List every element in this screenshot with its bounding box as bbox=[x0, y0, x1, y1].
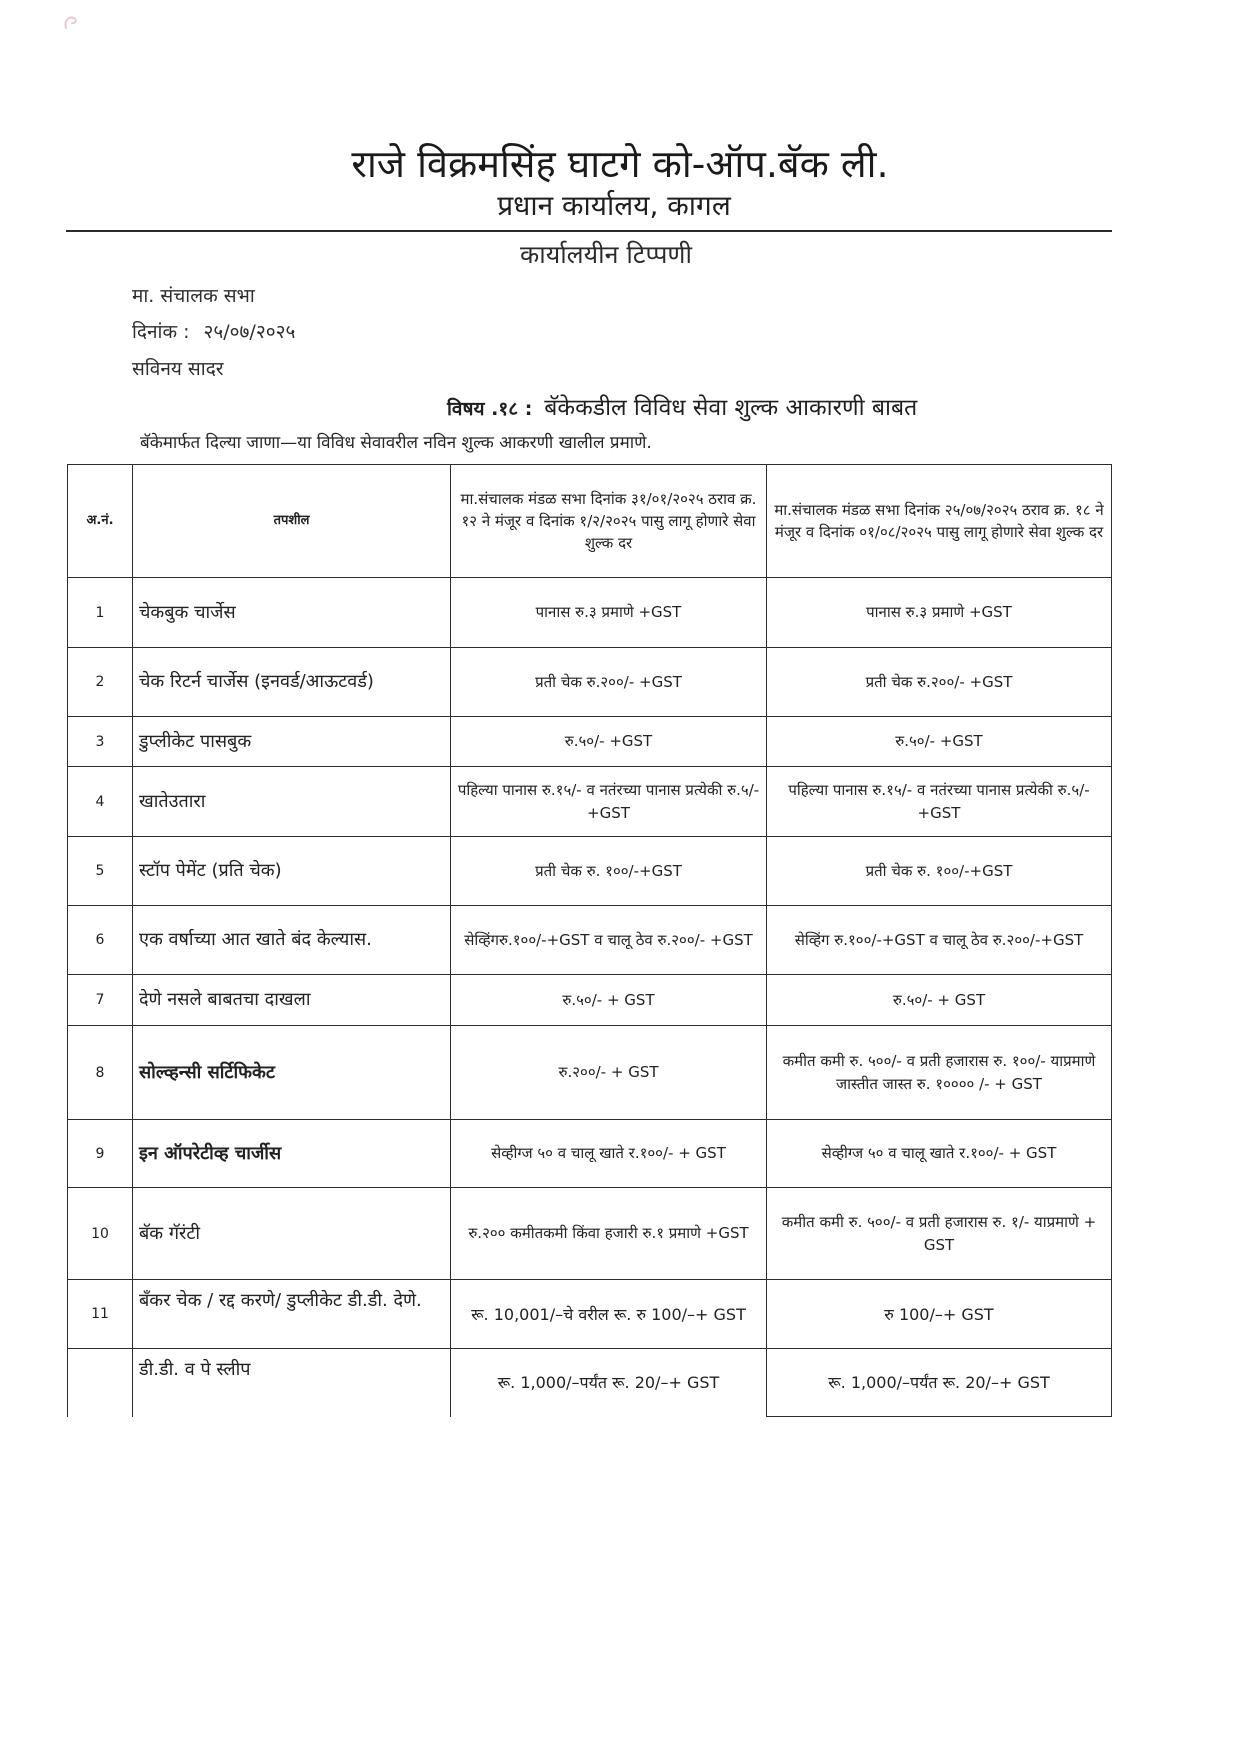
row-serial: 4 bbox=[68, 767, 133, 837]
table-row bbox=[68, 1188, 1112, 1280]
service-charge-table bbox=[67, 464, 1112, 1417]
row-old-rate: रु.५०/- + GST bbox=[451, 975, 767, 1026]
row-old-rate: पानास रु.३ प्रमाणे +GST bbox=[451, 578, 767, 648]
row-old-rate: रु.२००/- + GST bbox=[451, 1026, 767, 1120]
row-serial: 9 bbox=[68, 1120, 133, 1188]
row-new-rate: सेव्हिंग रु.१००/-+GST व चालू ठेव रु.२००/-+GST bbox=[767, 906, 1112, 975]
row-details: चेक रिटर्न चार्जेस (इनवर्ड/आऊटवर्ड) bbox=[133, 648, 451, 717]
row-new-rate: पानास रु.३ प्रमाणे +GST bbox=[767, 578, 1112, 648]
row-details: डुप्लीकेट पासबुक bbox=[133, 717, 451, 767]
row-old-rate: रू. 1,000/–पर्यंत रू. 20/–+ GST bbox=[451, 1349, 767, 1417]
header-serial: अ.नं. bbox=[68, 465, 133, 578]
row-details: बॅक गॅरंटी bbox=[133, 1188, 451, 1280]
row-new-rate: प्रती चेक रु. १००/-+GST bbox=[767, 837, 1112, 906]
row-new-rate: प्रती चेक रु.२००/- +GST bbox=[767, 648, 1112, 717]
row-old-rate: प्रती चेक रु. १००/-+GST bbox=[451, 837, 767, 906]
row-old-rate: रू. 10,001/–चे वरील रू. रु 100/–+ GST bbox=[451, 1280, 767, 1349]
date-label: दिनांक : bbox=[132, 321, 190, 343]
date-line bbox=[132, 319, 295, 345]
table-row bbox=[68, 767, 1112, 837]
row-serial: 8 bbox=[68, 1026, 133, 1120]
header-details: तपशील bbox=[133, 465, 451, 578]
office-subtitle: प्रधान कार्यालय, कागल bbox=[497, 189, 731, 222]
row-serial bbox=[68, 1349, 133, 1417]
table-header-row bbox=[68, 465, 1112, 578]
row-details: देणे नसले बाबतचा दाखला bbox=[133, 975, 451, 1026]
table-row bbox=[68, 1280, 1112, 1349]
row-serial: 10 bbox=[68, 1188, 133, 1280]
subject-line bbox=[447, 393, 917, 424]
row-old-rate: पहिल्या पानास रु.१५/- व नतंरच्या पानास प्रत्येकी रु.५/- +GST bbox=[451, 767, 767, 837]
intro-text: बॅकेमार्फत दिल्या जाणा—या विविध सेवावरील नविन शुल्क आकरणी खालील प्रमाणे. bbox=[140, 433, 652, 453]
bank-name-title: राजे विक्रमसिंह घाटगे को-ऑप.बॅक ली. bbox=[351, 142, 889, 186]
row-details: सोल्व्हन्सी सर्टिफिकेट bbox=[133, 1026, 451, 1120]
row-new-rate: सेव्हीग्ज ५० व चालू खाते र.१००/- + GST bbox=[767, 1120, 1112, 1188]
date-value: २५/०७/२०२५ bbox=[203, 321, 296, 343]
table-row bbox=[68, 975, 1112, 1026]
table-row bbox=[68, 1026, 1112, 1120]
header-old-rate: मा.संचालक मंडळ सभा दिनांक ३१/०१/२०२५ ठराव क्र. १२ ने मंजूर व दिनांक १/२/२०२५ पासु लागू होणारे सेवा शुल्क दर bbox=[451, 465, 767, 578]
row-serial: 1 bbox=[68, 578, 133, 648]
row-serial: 5 bbox=[68, 837, 133, 906]
table-row bbox=[68, 648, 1112, 717]
row-details: चेकबुक चार्जेस bbox=[133, 578, 451, 648]
row-old-rate: सेव्हिंगरु.१००/-+GST व चालू ठेव रु.२००/- +GST bbox=[451, 906, 767, 975]
salutation: सविनय सादर bbox=[132, 358, 224, 380]
row-old-rate: रु.२०० कमीतकमी किंवा हजारी रु.१ प्रमाणे +GST bbox=[451, 1188, 767, 1280]
row-old-rate: सेव्हीग्ज ५० व चालू खाते र.१००/- + GST bbox=[451, 1120, 767, 1188]
subject-text: बॅकेकडील विविध सेवा शुल्क आकारणी बाबत bbox=[544, 395, 918, 421]
row-new-rate: कमीत कमी रु. ५००/- व प्रती हजारास रु. १/- याप्रमाणे + GST bbox=[767, 1188, 1112, 1280]
row-old-rate: प्रती चेक रु.२००/- +GST bbox=[451, 648, 767, 717]
header-rule bbox=[66, 230, 1112, 232]
row-new-rate: रु 100/–+ GST bbox=[767, 1280, 1112, 1349]
row-details: खातेउतारा bbox=[133, 767, 451, 837]
row-details: स्टॉप पेमेंट (प्रति चेक) bbox=[133, 837, 451, 906]
row-serial: 7 bbox=[68, 975, 133, 1026]
note-type-heading: कार्यालयीन टिप्पणी bbox=[520, 240, 692, 269]
table-row bbox=[68, 717, 1112, 767]
row-old-rate: रु.५०/- +GST bbox=[451, 717, 767, 767]
table-row bbox=[68, 837, 1112, 906]
table-row bbox=[68, 1120, 1112, 1188]
row-details: डी.डी. व पे स्लीप bbox=[133, 1349, 451, 1417]
row-new-rate: रु.५०/- + GST bbox=[767, 975, 1112, 1026]
table-row bbox=[68, 906, 1112, 975]
row-details: इन ऑपरेटीव्ह चार्जीस bbox=[133, 1120, 451, 1188]
addressee: मा. संचालक सभा bbox=[132, 285, 255, 307]
row-new-rate: कमीत कमी रु. ५००/- व प्रती हजारास रु. १००/- याप्रमाणे जास्तीत जास्त रु. १०००० /- + GST bbox=[767, 1026, 1112, 1120]
row-new-rate: रू. 1,000/–पर्यंत रू. 20/–+ GST bbox=[767, 1349, 1112, 1417]
row-details: एक वर्षाच्या आत खाते बंद केल्यास. bbox=[133, 906, 451, 975]
row-serial: 3 bbox=[68, 717, 133, 767]
row-new-rate: रु.५०/- +GST bbox=[767, 717, 1112, 767]
row-details: बॅंकर चेक / रद्द करणे/ डुप्लीकेट डी.डी. देणे. bbox=[133, 1280, 451, 1349]
row-serial: 6 bbox=[68, 906, 133, 975]
header-new-rate: मा.संचालक मंडळ सभा दिनांक २५/०७/२०२५ ठराव क्र. १८ ने मंजूर व दिनांक ०१/०८/२०२५ पासु लागू होणारे सेवा शुल्क दर bbox=[767, 465, 1112, 578]
scan-mark-icon bbox=[62, 10, 88, 34]
row-serial: 11 bbox=[68, 1280, 133, 1349]
table-row bbox=[68, 578, 1112, 648]
subject-label: विषय .१८ : bbox=[447, 398, 533, 420]
row-new-rate: पहिल्या पानास रु.१५/- व नतंरच्या पानास प्रत्येकी रु.५/- +GST bbox=[767, 767, 1112, 837]
table-row bbox=[68, 1349, 1112, 1417]
row-serial: 2 bbox=[68, 648, 133, 717]
